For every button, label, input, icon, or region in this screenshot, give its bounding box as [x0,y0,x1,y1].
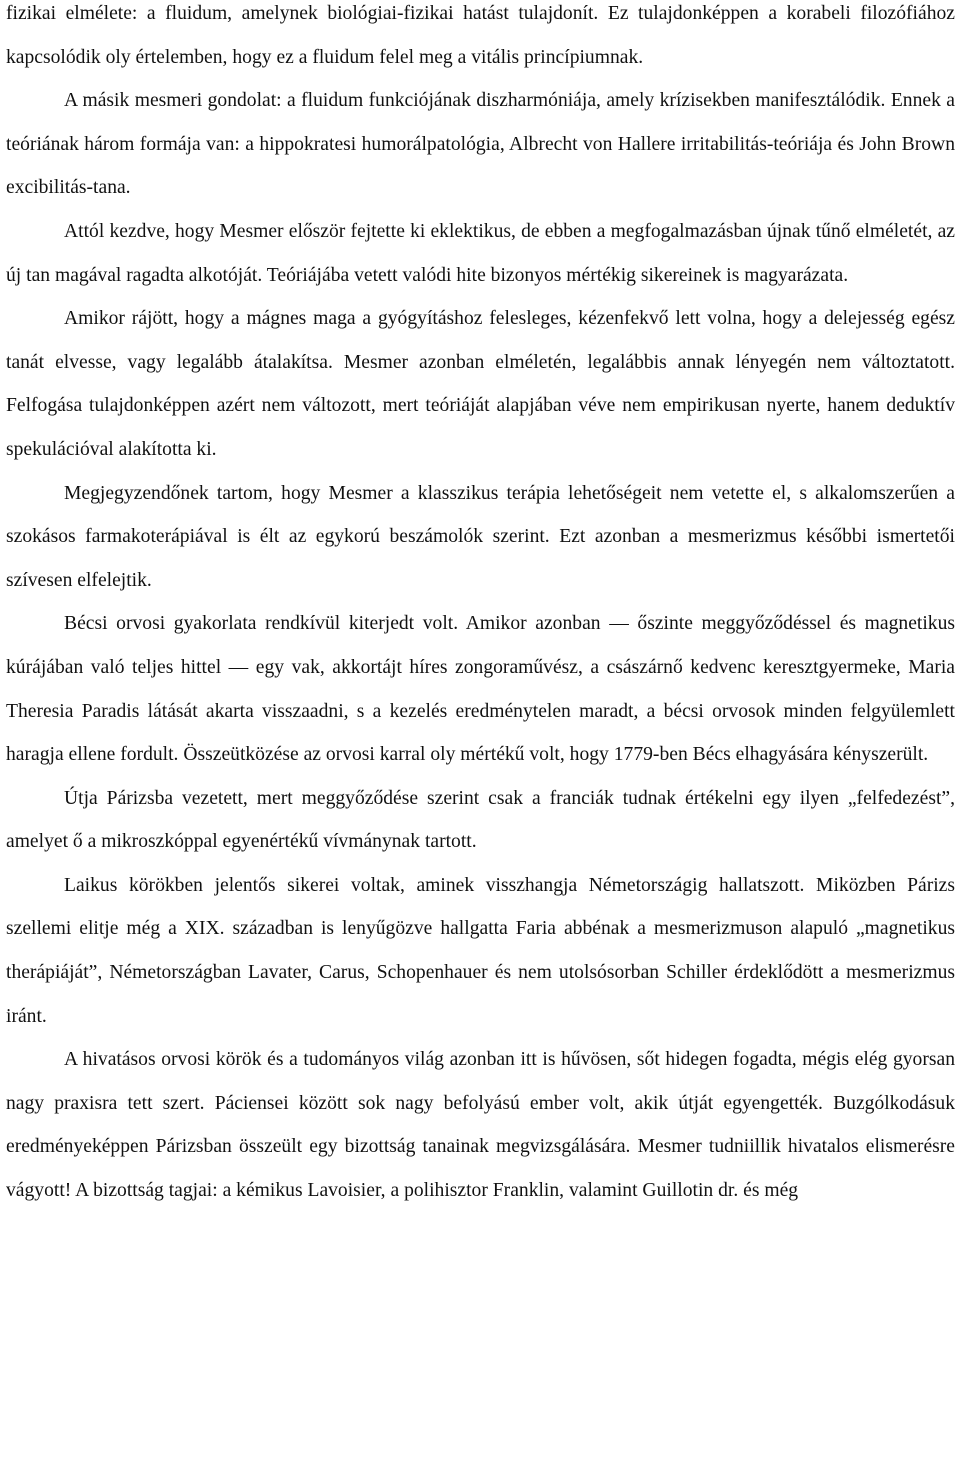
paragraph-vienna-practice: Bécsi orvosi gyakorlata rendkívül kiterjedt volt. Amikor azonban ― őszinte meggyőződéssel és magnetikus kúrájában való teljes hittel ― egy vak, akkortájt híres zongoraművész, a császárnő kedvenc keresztgyermeke, Maria Theresia Paradis látását akarta visszaadni, s a kezelés eredménytelen maradt, a bécsi orvosok minden felgyülemlett haragja ellene fordult. Összeütközése az orvosi karral oly mértékű volt, hogy 1779-ben Bécs elhagyására kényszerült. [6,613,955,766]
document-page [6,0,955,1213]
paragraph-eclectic-theory: Attól kezdve, hogy Mesmer először fejtette ki eklektikus, de ebben a megfogalmazásban újnak tűnő elméletét, az új tan magával ragadta alkotóját. Teóriájába vetett valódi hite bizonyos mértékig sikereinek is magyarázata. [6,220,955,286]
paragraph-magnet-unnecessary: Amikor rájött, hogy a mágnes maga a gyógyításhoz felesleges, kézenfekvő lett volna, hogy a delejesség egész tanát elvesse, vagy legalább átalakítsa. Mesmer azonban elméletén, legalábbis annak lényegén nem változtatott. Felfogása tulajdonképpen azért nem változott, mert teóriáját alapjában véve nem empirikusan nyerte, hanem deduktív spekulációval alakította ki. [6,308,955,460]
paragraph-commission: A hivatásos orvosi körök és a tudományos világ azonban itt is hűvösen, sőt hidegen fogadta, mégis elég gyorsan nagy praxisra tett szert. Páciensei között sok nagy befolyású ember volt, akik útját egyengették. Buzgólkodásuk eredményeképpen Párizsban összeült egy bizottság tanainak megvizsgálására. Mesmer tudniillik hivatalos elismerésre vágyott! A bizottság tagjai: a kémikus Lavoisier, a polihisztor Franklin, valamint Guillotin dr. és még [6,1049,955,1202]
paragraph-fluidum-disharmony: A másik mesmeri gondolat: a fluidum funkciójának diszharmóniája, amely krízisekben manifesztálódik. Ennek a teóriának három formája van: a hippokratesi humorálpatológia, Albrecht von Hallere irritabilitás-teóriája és John Brown excibilitás-tana. [6,90,955,199]
paragraph-continuation: fizikai elmélete: a fluidum, amelynek biológiai-fizikai hatást tulajdonít. Ez tulajdonképpen a korabeli filozófiához kapcsolódik oly értelemben, hogy ez a fluidum felel meg a vitális princípiumnak. [6,3,955,68]
paragraph-classic-therapy: Megjegyzendőnek tartom, hogy Mesmer a klasszikus terápia lehetőségeit nem vetette el, s alkalomszerűen a szokásos farmakoterápiával is élt az egykorú beszámolók szerint. Ezt azonban a mesmerizmus későbbi ismertetői szívesen elfelejtik. [6,482,955,591]
paragraph-lay-success: Laikus körökben jelentős sikerei voltak, aminek visszhangja Németországig hallatszott. Miközben Párizs szellemi elitje még a XIX. században is lenyűgözve hallgatta Faria abbénak a mesmerizmuson alapuló „magnetikus therápiáját”, Németországban Lavater, Carus, Schopenhauer és nem utolsósorban Schiller érdeklődött a mesmerizmus iránt. [6,874,955,1027]
paragraph-paris-journey: Útja Párizsba vezetett, mert meggyőződése szerint csak a franciák tudnak értékelni egy ilyen „felfedezést”, amelyet ő a mikroszkóppal egyenértékű vívmánynak tartott. [6,787,955,853]
